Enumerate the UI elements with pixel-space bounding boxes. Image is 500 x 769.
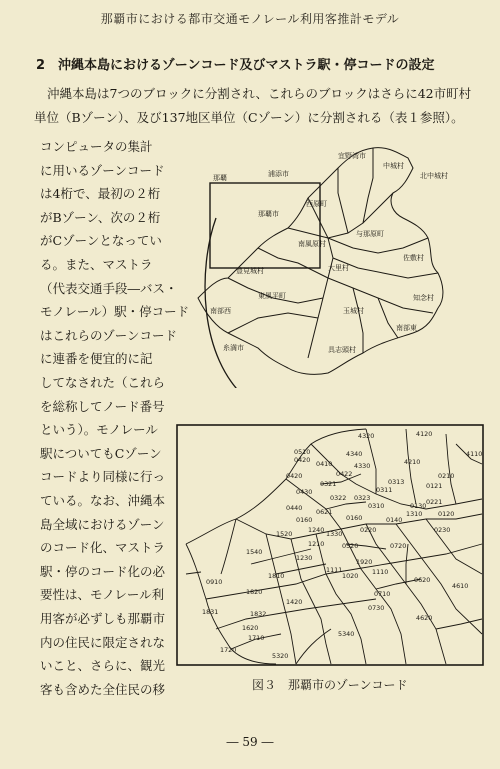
column-text-line: を総称してノード番号 — [40, 398, 165, 414]
map-place-label: 具志頭村 — [328, 346, 356, 354]
zone-code-label: 1330 — [326, 530, 343, 538]
column-text-line: コードより同様に行っ — [40, 469, 166, 485]
column-text-line: 島全域におけるゾーン — [40, 516, 165, 532]
map-place-label: 南風原村 — [298, 240, 326, 248]
zone-code-label: 4210 — [404, 458, 421, 466]
zone-code-label: 0440 — [286, 504, 303, 512]
section-title: 沖縄本島におけるゾーンコード及びマストラ駅・停コードの設定 — [58, 58, 435, 73]
column-text-line: してなされた（これら — [40, 375, 166, 390]
zone-code-label: 0520 — [342, 542, 359, 550]
column-text-line: 内の住民に限定されな — [40, 634, 166, 650]
zone-code-label: 0321 — [320, 480, 337, 488]
column-text-line: のコード化、マストラ — [40, 540, 166, 556]
map-place-label: 西原町 — [306, 200, 327, 208]
zone-code-label: 0140 — [386, 516, 403, 524]
zone-code-label: 4110 — [466, 450, 483, 458]
column-text-line: いこと、さらに、観光 — [40, 658, 166, 674]
map-place-label: 佐敷村 — [403, 254, 424, 262]
zone-code-label: 0230 — [434, 526, 451, 534]
map-place-label: 浦添市 — [268, 170, 289, 178]
column-text-line: に用いるゾーンコード — [40, 162, 165, 178]
zone-code-label: 0160 — [346, 514, 363, 522]
naha-zone-code-map — [176, 424, 484, 666]
map-place-label: 与那原町 — [356, 230, 384, 238]
zone-code-label: 0410 — [316, 460, 333, 468]
column-text-line: 要性は、モノレール利 — [40, 587, 165, 603]
southern-okinawa-map — [188, 138, 448, 388]
zone-code-label: 1720 — [220, 646, 237, 654]
zone-code-label: 4320 — [358, 432, 375, 440]
column-text-line: る。また、マストラ — [40, 257, 153, 272]
zone-code-label: 1920 — [356, 558, 373, 566]
zone-code-label: 0130 — [410, 502, 427, 510]
zone-code-label: 0120 — [438, 510, 455, 518]
map-place-label: 那覇市 — [258, 210, 279, 218]
zone-code-label: 1620 — [242, 624, 259, 632]
zone-code-label: 0422 — [336, 470, 353, 478]
zone-code-label: 4610 — [452, 582, 469, 590]
zone-code-label: 0322 — [330, 494, 347, 502]
column-text-line: 駅・停のコード化の必 — [40, 563, 166, 579]
map-place-label: 宜野湾市 — [338, 152, 366, 160]
zone-code-label: 1540 — [246, 548, 263, 556]
zone-code-label: 0313 — [388, 478, 405, 486]
section-number: 2 — [36, 58, 46, 73]
page-number: ― 59 ― — [226, 735, 274, 749]
zone-code-label: 1832 — [250, 610, 267, 618]
zone-code-label: 0430 — [296, 488, 313, 496]
map-place-label: 東風平町 — [258, 292, 286, 300]
map-place-label: 豊見城村 — [236, 267, 264, 275]
zone-code-label: 1110 — [372, 568, 389, 576]
map-place-label: 中城村 — [383, 162, 404, 170]
zone-code-label: 1420 — [286, 598, 303, 606]
column-text-line: ている。なお、沖縄本 — [40, 493, 166, 508]
zone-code-label: 0210 — [438, 472, 455, 480]
zone-code-label: 0220 — [360, 526, 377, 534]
map-place-label: 玉城村 — [343, 307, 364, 315]
zone-code-label: 0710 — [374, 590, 391, 598]
column-text-line: はこれらのゾーンコード — [40, 327, 178, 343]
zone-code-label: 0420 — [294, 456, 311, 464]
zone-code-label: 0720 — [390, 542, 407, 550]
zone-code-label: 4620 — [416, 614, 433, 622]
zone-code-label: 1310 — [406, 510, 423, 518]
map-place-label: 南部東 — [396, 324, 417, 332]
zone-code-label: 4120 — [416, 430, 433, 438]
zone-code-label: 1210 — [308, 540, 325, 548]
zone-code-label: 1520 — [276, 530, 293, 538]
zone-code-label: 1810 — [268, 572, 285, 580]
intro-paragraph: 沖縄本島は7つのブロックに分割され、これらのブロックはさらに42市町村単位（Bゾーン）、及び137地区単位（Cゾーン）に分割される（表１参照）。 — [34, 86, 472, 125]
running-header: 那覇市における都市交通モノレール利用客推計モデル — [100, 12, 400, 26]
zone-code-label: 1020 — [342, 572, 359, 580]
map-place-label: 糸満市 — [223, 344, 244, 352]
zone-code-label: 5340 — [338, 630, 355, 638]
map-place-label: 知念村 — [413, 294, 434, 302]
naha-zoom-box — [210, 183, 320, 268]
map-place-label: 南部西 — [210, 307, 231, 315]
section-heading — [36, 54, 480, 73]
column-text-line: モノレール）駅・停コード — [40, 304, 190, 320]
map-place-label: 那覇 — [213, 174, 227, 182]
map-place-label: 北中城村 — [420, 172, 448, 180]
zone-code-label: 1710 — [248, 634, 265, 642]
column-text-line: 駅についてもCゾーン — [40, 445, 162, 461]
column-text-line: がBゾーン、次の２桁 — [40, 209, 161, 225]
column-text-line: 客も含めた全住民の移 — [40, 681, 166, 697]
zone-code-label: 0323 — [354, 494, 371, 502]
zone-code-label: 0310 — [368, 502, 385, 510]
zone-code-label: 5320 — [272, 652, 289, 660]
zone-code-label: 0221 — [426, 498, 443, 506]
zone-code-label: 0621 — [316, 508, 333, 516]
zone-code-label: 4330 — [354, 462, 371, 470]
zone-code-label: 0620 — [414, 576, 431, 584]
zone-code-label: 1831 — [202, 608, 219, 616]
column-text-line: という）。モノレール — [40, 422, 158, 438]
zone-code-label: 1240 — [308, 526, 325, 534]
zone-code-label: 0121 — [426, 482, 443, 490]
zone-code-label: 0420 — [286, 472, 303, 480]
zone-code-label: 0730 — [368, 604, 385, 612]
column-text-line: 用客が必ずしも那覇市 — [40, 611, 166, 626]
figure-caption: 図３ 那覇市のゾーンコード — [252, 678, 408, 692]
zone-code-label: 1820 — [246, 588, 263, 596]
map-place-label: 大里村 — [328, 264, 349, 272]
zone-code-label: 0311 — [376, 486, 393, 494]
zone-code-label: 0510 — [294, 448, 311, 456]
column-text-line: コンピュータの集計 — [40, 139, 153, 154]
column-text-line: （代表交通手段―バス・ — [40, 280, 178, 296]
zone-code-label: 1111 — [326, 566, 343, 574]
zone-code-label: 1230 — [296, 554, 313, 562]
column-text-line: に連番を便宜的に記 — [40, 351, 153, 367]
column-text-line: は4桁で、最初の２桁 — [40, 186, 161, 202]
zone-code-label: 0910 — [206, 578, 223, 586]
zone-code-label: 0160 — [296, 516, 313, 524]
column-text-line: がCゾーンとなってい — [40, 233, 162, 249]
zone-code-label: 4340 — [346, 450, 363, 458]
